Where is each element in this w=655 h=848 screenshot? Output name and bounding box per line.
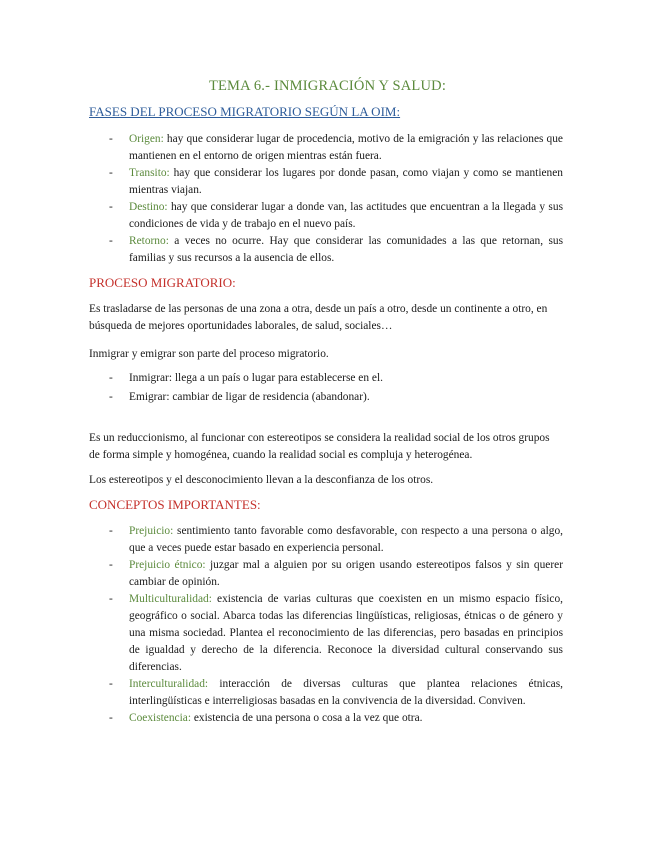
- list-item: [89, 165, 563, 199]
- list-dash: -: [109, 525, 113, 537]
- estereotipos-paragraph: Los estereotipos y el desconocimiento llevan a la desconfianza de los otros.: [89, 474, 434, 486]
- definition: juzgar mal a alguien por su origen usando estereotipos falsos y sin querer cambiar de opinión.: [129, 559, 564, 588]
- term-interculturalidad: Interculturalidad:: [129, 678, 209, 690]
- proceso-heading: PROCESO MIGRATORIO:: [89, 275, 236, 290]
- list-item: [89, 199, 563, 233]
- definition: existencia de una persona o cosa a la vez que otra.: [191, 712, 423, 724]
- proceso-definition: Es trasladarse de las personas de una zona a otra, desde un país a otro, desde un continente a otro, en búsqueda de mejores oportunidades laborales, de salud, sociales…: [89, 303, 548, 332]
- definition: interacción de diversas culturas que plantea relaciones étnicas, interlingüísticas e interreligiosas basadas en la convivencia de la diversidad. Conviven.: [129, 678, 563, 707]
- list-dash: -: [109, 559, 113, 571]
- definition: hay que considerar lugar de procedencia, motivo de la emigración y las relaciones que mantienen en el entorno de origen mientras están fuera.: [129, 133, 563, 162]
- list-dash: -: [109, 391, 113, 403]
- list-item: [89, 710, 563, 727]
- inmigrar-emigrar-list: [89, 370, 563, 406]
- list-dash: -: [109, 201, 113, 213]
- term-transito: Transito:: [129, 167, 170, 179]
- reduccionismo-paragraph: Es un reduccionismo, al funcionar con estereotipos se considera la realidad social de los otros grupos de forma simple y homogénea, cuando la realidad social es compluja y heterogénea.: [89, 432, 550, 461]
- term-coexistencia: Coexistencia:: [129, 712, 191, 724]
- list-dash: -: [109, 678, 113, 690]
- emigrar-definition: Emigrar: cambiar de ligar de residencia (abandonar).: [129, 391, 370, 403]
- list-item: [89, 676, 563, 710]
- definition: hay que considerar lugar a donde van, las actitudes que encuentran a la llegada y sus condiciones de vida y de trabajo en el nuevo país.: [129, 201, 563, 230]
- definition: hay que considerar los lugares por donde pasan, como viajan y como se mantienen mientras viajan.: [129, 167, 563, 196]
- list-item: [89, 370, 563, 387]
- definition: sentimiento tanto favorable como desfavorable, con respecto a una persona o algo, que a veces puede estar basado en experiencia personal.: [129, 525, 563, 554]
- list-dash: -: [109, 133, 113, 145]
- list-item: [89, 233, 563, 267]
- list-dash: -: [109, 167, 113, 179]
- list-dash: -: [109, 593, 113, 605]
- term-multiculturalidad: Multiculturalidad:: [129, 593, 212, 605]
- list-dash: -: [109, 372, 113, 384]
- conceptos-heading: CONCEPTOS IMPORTANTES:: [89, 497, 261, 512]
- term-prejuicio: Prejuicio:: [129, 525, 174, 537]
- conceptos-list: [89, 523, 563, 727]
- definition: a veces no ocurre. Hay que considerar las comunidades a las que retornan, sus familias y sus recursos a la ausencia de ellos.: [129, 235, 563, 264]
- term-destino: Destino:: [129, 201, 168, 213]
- list-item: [89, 557, 563, 591]
- list-item: [89, 131, 563, 165]
- term-retorno: Retorno:: [129, 235, 169, 247]
- definition: existencia de varias culturas que coexisten en un mismo espacio físico, geográfico o social. Abarca todas las diferencias lingüísticas, religiosas, étnicas o de género y una misma sociedad. Plantea el reconocimiento de las diferencias, pero basadas en principios de igualdad y derecho de la diferencia. Reconoce la diversidad cultural conservando sus diferencias.: [129, 593, 563, 673]
- fases-heading: FASES DEL PROCESO MIGRATORIO SEGÚN LA OIM:: [89, 104, 401, 119]
- fases-list: [89, 131, 563, 267]
- term-origen: Origen:: [129, 133, 164, 145]
- list-item: [89, 591, 563, 676]
- proceso-note: Inmigrar y emigrar son parte del proceso migratorio.: [89, 348, 329, 360]
- list-item: [89, 523, 563, 557]
- page-title: TEMA 6.- INMIGRACIÓN Y SALUD:: [208, 78, 447, 94]
- list-dash: -: [109, 712, 113, 724]
- inmigrar-definition: Inmigrar: llega a un país o lugar para establecerse en el.: [129, 372, 383, 384]
- list-dash: -: [109, 235, 113, 247]
- list-item: [89, 389, 563, 406]
- term-prejuicio-etnico: Prejuicio étnico:: [129, 559, 206, 571]
